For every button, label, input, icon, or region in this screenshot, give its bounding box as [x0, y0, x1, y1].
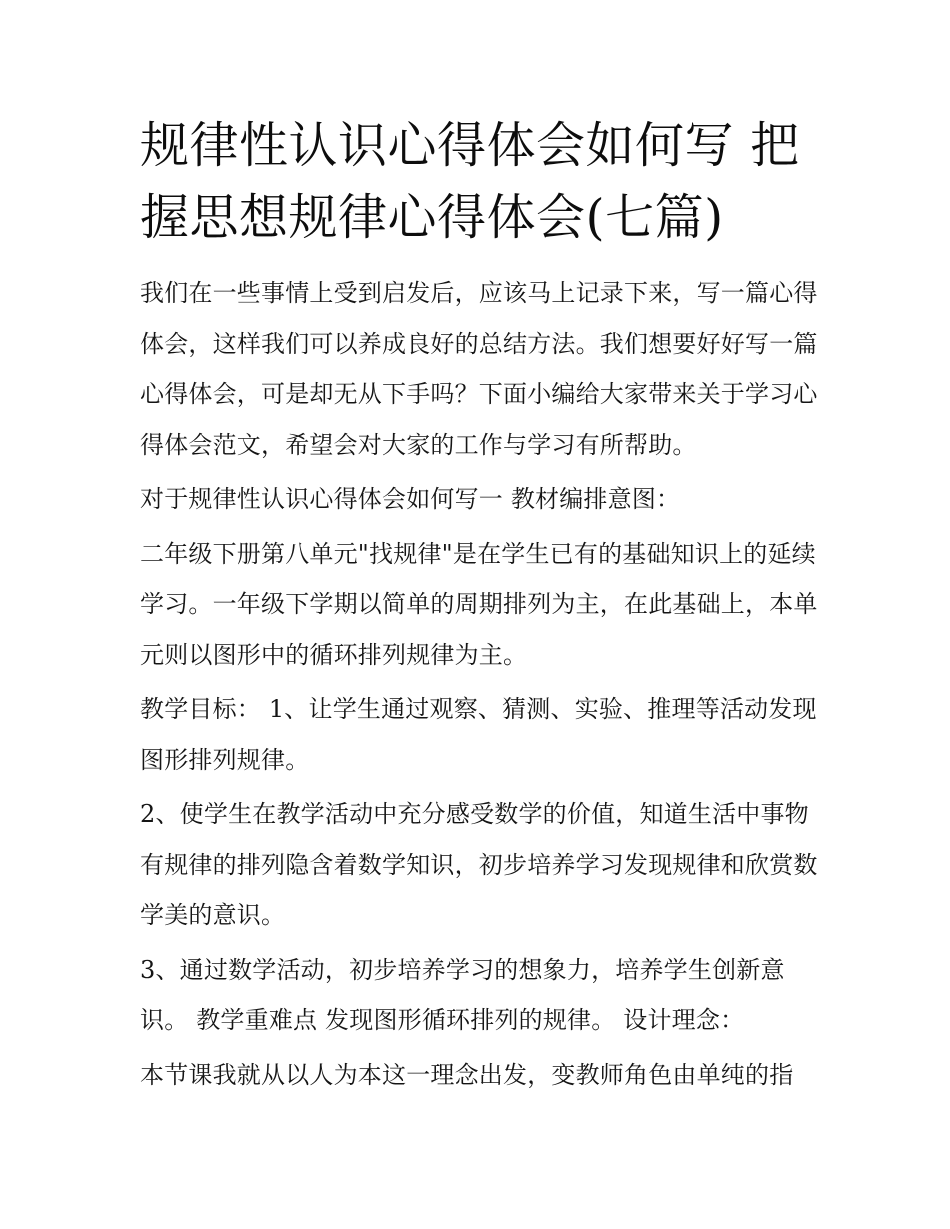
document-body — [140, 268, 820, 1100]
paragraph-teaching-goal-3: 3、通过数学活动，初步培养学习的想象力，培养学生创新意识。 教学重难点 发现图形循环排列的规律。 设计理念： — [140, 955, 785, 1034]
paragraph-intro: 我们在一些事情上受到启发后，应该马上记录下来，写一篇心得体会，这样我们可以养成良好的总结方法。我们想要好好写一篇心得体会，可是却无从下手吗？下面小编给大家带来关于学习心得体会范文，希望会对大家的工作与学习有所帮助。 — [140, 279, 818, 459]
document-content — [140, 110, 820, 1104]
paragraph-teaching-goal-1: 教学目标： 1、让学生通过观察、猜测、实验、推理等活动发现图形排列规律。 — [140, 695, 817, 774]
document-title: 规律性认识心得体会如何写 把握思想规律心得体会(七篇) — [140, 117, 800, 246]
paragraph-section-heading: 对于规律性认识心得体会如何写一 教材编排意图： — [140, 485, 681, 513]
paragraph-material-intent: 二年级下册第八单元"找规律"是在学生已有的基础知识上的延续学习。一年级下学期以简单的周期排列为主，在此基础上，本单元则以图形中的循环排列规律为主。 — [140, 539, 818, 669]
paragraph-teaching-goal-2: 2、使学生在教学活动中充分感受数学的价值，知道生活中事物有规律的排列隐含着数学知识，初步培养学习发现规律和欣赏数学美的意识。 — [140, 800, 818, 929]
paragraph-design-concept: 本节课我就从以人为本这一理念出发，变教师角色由单纯的指 — [140, 1060, 794, 1089]
